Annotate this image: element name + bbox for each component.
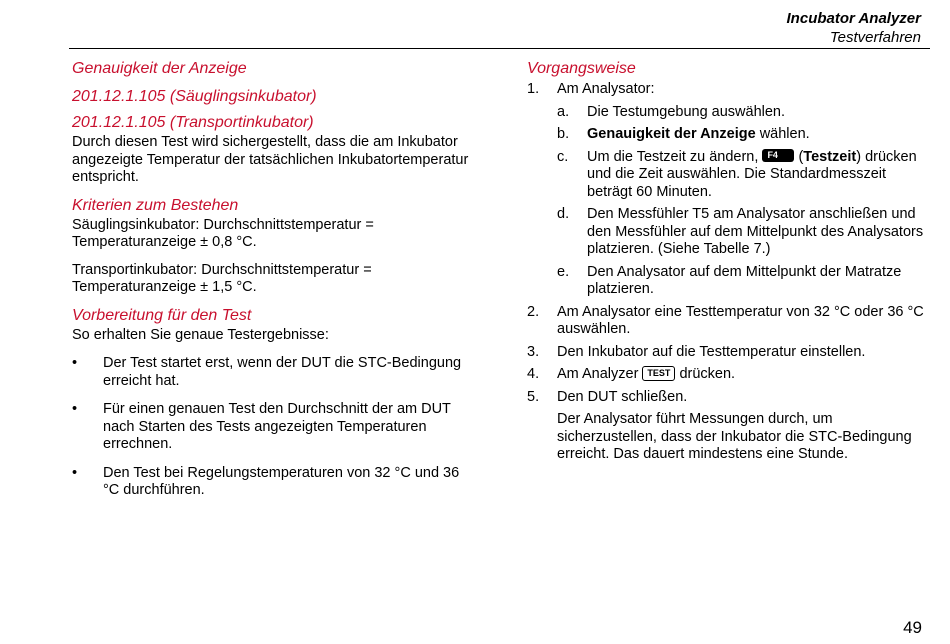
step-text: Am Analyzer — [557, 366, 643, 382]
list-item — [72, 355, 472, 390]
substep-letter: a. — [557, 103, 570, 120]
step-text: Am Analysator: — [557, 81, 655, 97]
procedure-step — [527, 81, 927, 99]
substep-text: Um die Testzeit zu ändern, — [587, 148, 763, 165]
heading-accuracy: Genauigkeit der Anzeige — [72, 60, 247, 77]
heading-procedure: Vorgangsweise — [527, 60, 636, 77]
substep-text: wählen. — [755, 126, 810, 142]
list-item — [72, 401, 472, 454]
bullet-text: Für einen genauen Test den Durchschnitt der am DUT nach Starten des Tests angezeigten Temperaturen errechnen. — [103, 401, 451, 452]
right-column — [527, 58, 927, 464]
substep-letter: d. — [557, 206, 570, 222]
criteria-infant: Säuglingsinkubator: Durchschnittstemperatur = Temperaturanzeige ± 0,8 °C. — [72, 216, 374, 250]
heading-pass-criteria: Kriterien zum Bestehen — [72, 196, 239, 214]
step-text: Am Analysator eine Testtemperatur von 32 °C oder 36 °C auswählen. — [557, 303, 924, 337]
list-item — [72, 465, 472, 500]
procedure-step — [527, 366, 927, 384]
procedure-substep — [527, 149, 927, 202]
step-number: 2. — [527, 303, 540, 320]
step-text: drücken. — [675, 366, 736, 382]
document-title: Incubator Analyzer — [786, 10, 921, 27]
heading-infant-incubator: 201.12.1.105 (Säuglingsinkubator) — [72, 88, 317, 105]
bullet-text: Der Test startet erst, wenn der DUT die STC-Bedingung erreicht hat. — [103, 355, 462, 389]
substep-text: Die Testumgebung auswählen. — [587, 103, 786, 120]
substep-letter: c. — [557, 148, 569, 165]
bullet-icon: • — [72, 355, 78, 371]
criteria-transport: Transportinkubator: Durchschnittstemperatur = Temperaturanzeige ± 1,5 °C. — [72, 261, 372, 295]
procedure-step — [527, 344, 927, 362]
f4-key-icon: F4 — [762, 149, 794, 162]
substep-text: ) drücken und die Zeit auswählen. Die Standardmesszeit beträgt 60 Minuten. — [587, 148, 917, 200]
step-number: 5. — [527, 388, 540, 405]
substep-text: Den Messfühler T5 am Analysator anschließen und den Messfühler auf dem Mittelpunkt des Analysators platzieren. (Siehe Tabelle 7.) — [587, 206, 924, 257]
substep-bold-text: Testzeit — [803, 148, 857, 165]
procedure-step — [527, 304, 927, 339]
substep-bold-text: Genauigkeit der Anzeige — [587, 126, 756, 142]
procedure-step — [527, 389, 927, 407]
substep-text: Den Analysator auf dem Mittelpunkt der Matratze platzieren. — [587, 263, 902, 297]
page-header — [787, 9, 921, 47]
substep-letter: e. — [557, 263, 570, 280]
page-number: 49 — [903, 618, 922, 637]
left-column — [72, 58, 472, 500]
procedure-substep — [527, 264, 927, 299]
procedure-substep — [527, 104, 927, 122]
bullet-icon: • — [72, 401, 78, 417]
procedure-substep — [527, 126, 927, 144]
procedure-substep — [527, 206, 927, 259]
step5-note: Der Analysator führt Messungen durch, um sicherzustellen, dass der Inkubator die STC-Bedingung erreicht. Das dauert mindestens eine Stunde. — [557, 411, 912, 462]
substep-text: ( — [794, 148, 804, 165]
preparation-intro: So erhalten Sie genaue Testergebnisse: — [72, 326, 329, 343]
header-rule — [69, 48, 930, 49]
substep-letter: b. — [557, 126, 570, 142]
step-number: 4. — [527, 366, 540, 382]
heading-test-preparation: Vorbereitung für den Test — [72, 306, 252, 324]
intro-text: Durch diesen Test wird sichergestellt, dass die am Inkubator angezeigte Temperatur der tatsächlichen Inkubatortemperatur entspricht. — [72, 134, 469, 185]
test-key-icon: TEST — [642, 366, 675, 381]
heading-transport-incubator: 201.12.1.105 (Transportinkubator) — [72, 114, 314, 131]
bullet-text: Den Test bei Regelungstemperaturen von 32 °C und 36 °C durchführen. — [103, 464, 460, 498]
section-title: Testverfahren — [829, 29, 921, 46]
step-number: 3. — [527, 343, 540, 360]
step-number: 1. — [527, 81, 540, 97]
bullet-icon: • — [72, 464, 78, 481]
step-text: Den Inkubator auf die Testtemperatur einstellen. — [557, 343, 866, 360]
step-text: Den DUT schließen. — [557, 388, 688, 405]
